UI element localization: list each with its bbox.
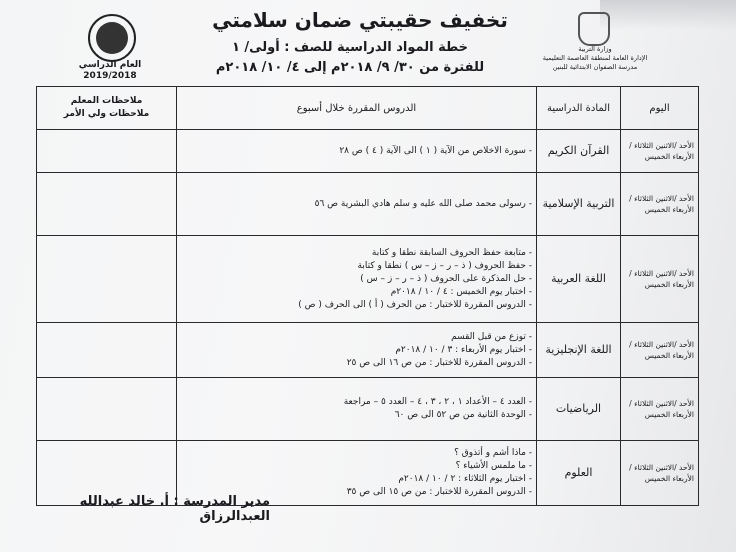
plan-period: للفترة من ٣٠/ ٩/ ٢٠١٨م إلى ٤/ ١٠/ ٢٠١٨م — [215, 60, 485, 75]
lessons-cell — [177, 173, 537, 236]
lesson-line: - الدروس المقررة للاختبار : من ص ١٦ الى ص ٢٥ — [346, 357, 532, 368]
header-notes — [37, 87, 177, 130]
day-cell: الأحد /الاثنين الثلاثاء /الأربعاء الخميس — [621, 236, 699, 323]
page-shadow — [600, 0, 736, 30]
org-line-1: وزارة التربية — [578, 45, 612, 53]
table-row — [37, 130, 699, 173]
day-cell: الأحد /الاثنين الثلاثاء /الأربعاء الخميس — [621, 130, 699, 173]
subject-cell: الرياضيات — [537, 378, 621, 441]
header-subject: المادة الدراسية — [537, 87, 621, 130]
lessons-cell — [177, 323, 537, 378]
table-row — [37, 173, 699, 236]
lessons-cell — [177, 378, 537, 441]
header-lessons: الدروس المقررة خلال أسبوع — [177, 87, 537, 130]
day-cell: الأحد /الاثنين الثلاثاء /الأربعاء الخميس — [621, 378, 699, 441]
notes-cell — [37, 173, 177, 236]
header-notes-parent: ملاحظات ولي الأمر — [63, 109, 150, 119]
notes-cell — [37, 130, 177, 173]
principal-signature-line: مدير المدرسة : أ. خالد عبدالله العبدالرزاق — [79, 494, 270, 524]
lesson-line: - حل المذكرة على الحروف ( ذ – ر – ز – س ) — [360, 273, 532, 284]
table-header-row — [37, 87, 699, 130]
day-cell: الأحد /الاثنين الثلاثاء /الأربعاء الخميس — [621, 323, 699, 378]
day-cell: الأحد /الاثنين الثلاثاء /الأربعاء الخميس — [621, 173, 699, 236]
weekly-plan-table — [36, 86, 699, 506]
table-row — [37, 323, 699, 378]
notes-cell — [37, 236, 177, 323]
lesson-line: - الدروس المقررة للاختبار : من ص ١٥ الى ص ٣٥ — [346, 487, 532, 497]
lessons-cell — [177, 236, 537, 323]
lesson-line: - الوحدة الثانية من ص ٥٢ الى ص ٦٠ — [394, 410, 532, 420]
table-row — [37, 236, 699, 323]
subject-cell: اللغة العربية — [537, 236, 621, 323]
subject-cell: التربية الإسلامية — [537, 173, 621, 236]
lesson-line: - اختبار يوم الخميس : ٤ / ١٠ / ٢٠١٨م — [390, 286, 532, 297]
lessons-cell — [177, 130, 537, 173]
notes-cell — [37, 378, 177, 441]
plan-subtitle: خطة المواد الدراسية للصف : أولى/ ١ — [231, 40, 469, 55]
ministry-seal-icon — [578, 12, 610, 46]
org-line-2: الإدارة العامة لمنطقة العاصمة التعليمية — [542, 54, 648, 62]
lesson-line: - اختبار يوم الأربعاء : ٣ / ١٠ / ٢٠١٨م — [395, 344, 532, 355]
school-logo-icon — [88, 14, 136, 62]
lesson-line: - حفظ الحروف ( ذ – ر – ز – س ) نطقا و كتابة — [357, 260, 532, 271]
subject-cell: العلوم — [537, 441, 621, 506]
lesson-line: - الدروس المقررة للاختبار : من الحرف ( أ ) الى الحرف ( ص ) — [298, 299, 532, 310]
lesson-line: - العدد ٤ – الأعداد ١ ، ٢ ، ٣ ، ٤ – العدد ٥ – مراجعة — [343, 397, 532, 407]
org-line-3: مدرسة الصفوان الابتدائية للبنين — [552, 63, 638, 71]
lesson-line: - رسولى محمد صلى الله عليه و سلم هادي البشرية ص ٥٦ — [314, 198, 532, 209]
lesson-line: - ما ملمس الأشياء ؟ — [455, 461, 532, 471]
lesson-line: - متابعة حفظ الحروف السابقة نطقا و كتابة — [371, 247, 532, 258]
lesson-line: - ماذا أشم و أتذوق ؟ — [454, 448, 532, 458]
header-day: اليوم — [621, 87, 699, 130]
year-label: العام الدراسي — [78, 60, 142, 70]
lesson-line: - سورة الاخلاص من الآية ( ١ ) الى الآية ( ٤ ) ص ٢٨ — [339, 145, 532, 156]
table-row — [37, 378, 699, 441]
header-notes-teacher: ملاحظات المعلم — [70, 96, 143, 106]
year-value: 2019/2018 — [83, 71, 137, 81]
lesson-line: - اختبار يوم الثلاثاء : ٢ / ١٠ / ٢٠١٨م — [398, 474, 532, 484]
page-title: تخفيف حقيبتي ضمان سلامتي — [212, 8, 508, 32]
subject-cell: اللغة الإنجليزية — [537, 323, 621, 378]
subject-cell: القرآن الكريم — [537, 130, 621, 173]
day-cell: الأحد /الاثنين الثلاثاء /الأربعاء الخميس — [621, 441, 699, 506]
notes-cell — [37, 323, 177, 378]
lesson-line: - توزع من قبل القسم — [451, 331, 532, 342]
